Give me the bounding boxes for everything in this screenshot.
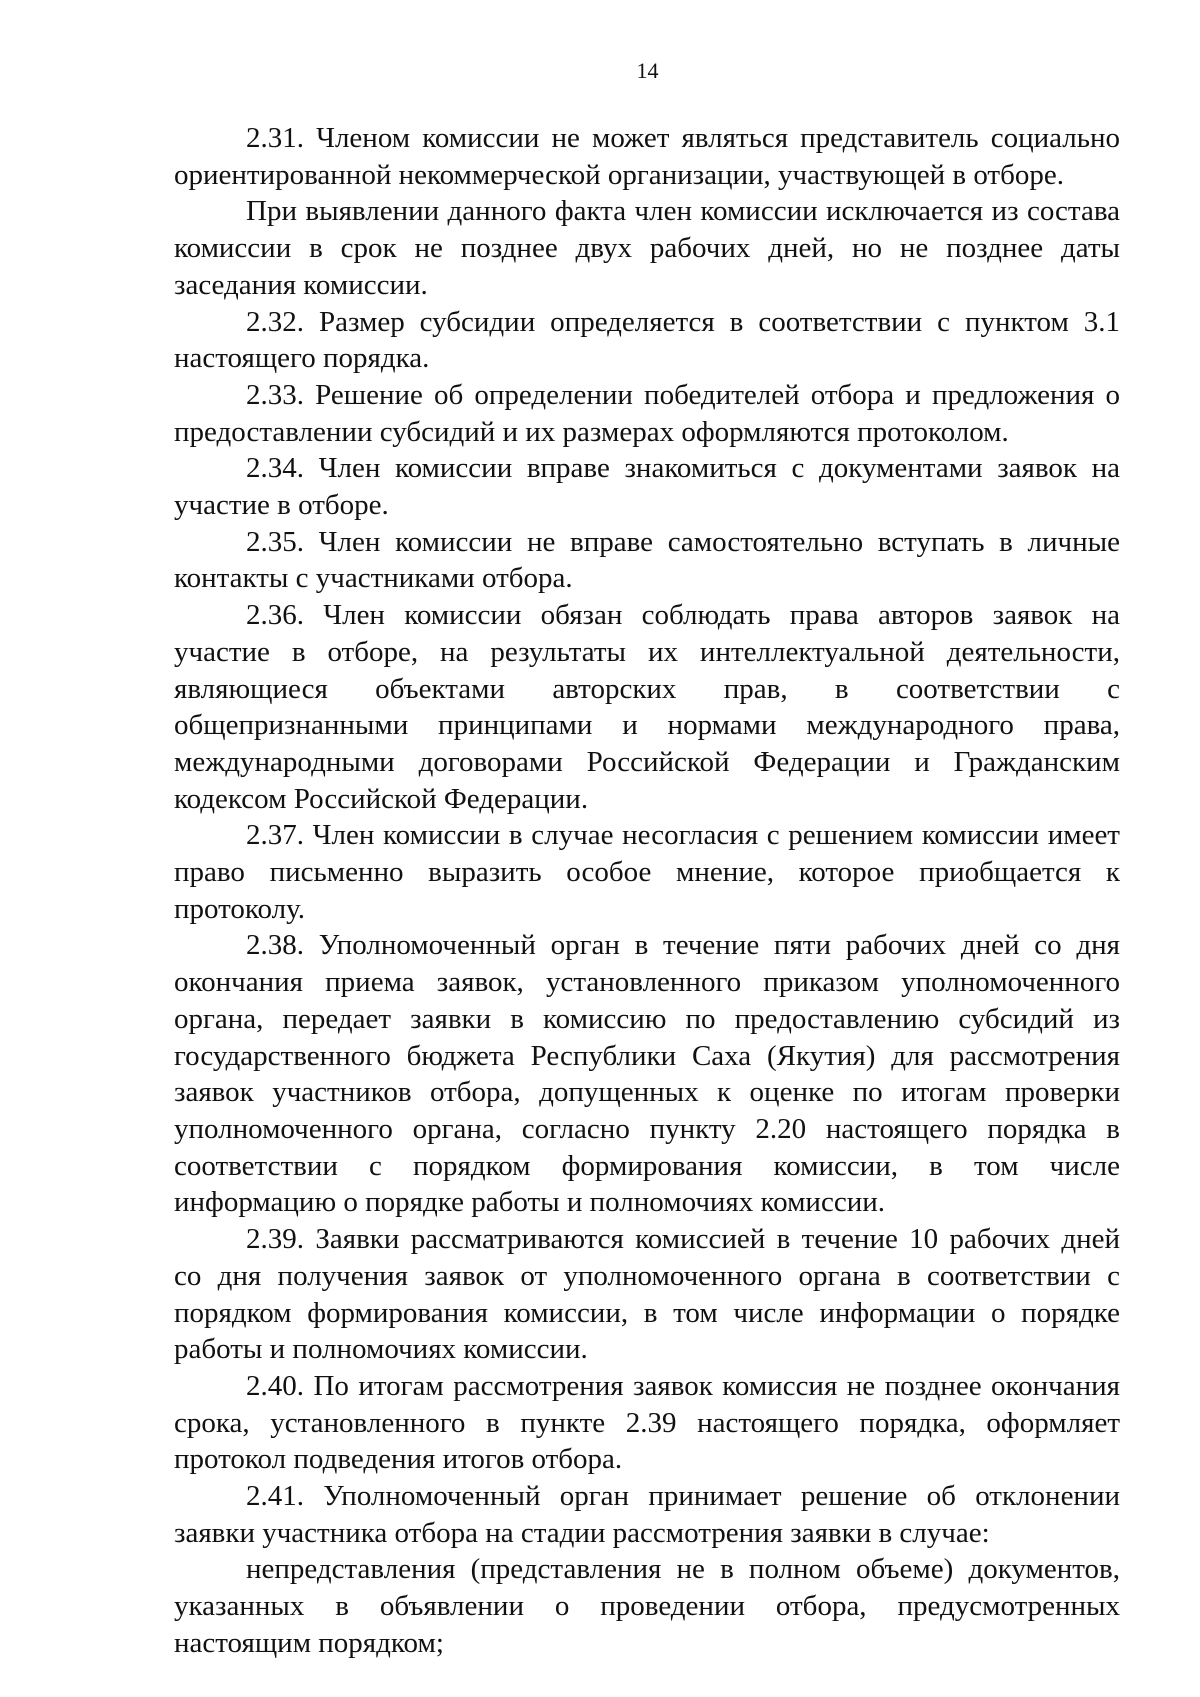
- document-body: [174, 120, 1120, 1662]
- paragraph-2-39: 2.39. Заявки рассматриваются комиссией в течение 10 рабочих дней со дня получения заявок от уполномоченного органа в соответствии с порядком формирования комиссии, в том числе информации о порядке работы и полномочиях комиссии.: [174, 1223, 1120, 1366]
- paragraph-2-35: 2.35. Член комиссии не вправе самостоятельно вступать в личные контакты с участниками отбора.: [174, 525, 1120, 595]
- paragraph-2-38: 2.38. Уполномоченный орган в течение пяти рабочих дней со дня окончания приема заявок, установленного приказом уполномоченного органа, передает заявки в комиссию по предоставлению субсидий из государственного бюджета Республики Саха (Якутия) для рассмотрения заявок участников отбора, допущенных к оценке по итогам проверки уполномоченного органа, согласно пункту 2.20 настоящего порядка в соответствии с порядком формирования комиссии, в том числе информацию о порядке работы и полномочиях комиссии.: [174, 929, 1120, 1219]
- paragraph-2-41: 2.41. Уполномоченный орган принимает решение об отклонении заявки участника отбора на стадии рассмотрения заявки в случае:: [174, 1480, 1120, 1549]
- paragraph-2-33: 2.33. Решение об определении победителей отбора и предложения о предоставлении субсидий и их размерах оформляются протоколом.: [174, 378, 1120, 448]
- page-number: 14: [636, 58, 659, 83]
- paragraph-2-32: 2.32. Размер субсидии определяется в соответствии с пунктом 3.1 настоящего порядка.: [174, 305, 1120, 375]
- paragraph-2-37: 2.37. Член комиссии в случае несогласия с решением комиссии имеет право письменно выразить особое мнение, которое приобщается к протоколу.: [174, 819, 1120, 925]
- paragraph-2-36: 2.36. Член комиссии обязан соблюдать права авторов заявок на участие в отборе, на результаты их интеллектуальной деятельности, являющиеся объектами авторских прав, в соответствии с общепризнанными принципами и нормами международного права, международными договорами Российской Федерации и Гражданским кодексом Российской Федерации.: [174, 599, 1120, 815]
- paragraph-2-41-case: непредставления (представления не в полном объеме) документов, указанных в объявлении о проведении отбора, предусмотренных настоящим порядком;: [174, 1553, 1120, 1659]
- paragraph-2-40: 2.40. По итогам рассмотрения заявок комиссия не позднее окончания срока, установленного в пункте 2.39 настоящего порядка, оформляет протокол подведения итогов отбора.: [174, 1369, 1120, 1476]
- paragraph-2-31-exclusion: При выявлении данного факта член комиссии исключается из состава комиссии в срок не позднее двух рабочих дней, но не позднее даты заседания комиссии.: [174, 195, 1120, 301]
- paragraph-2-31: 2.31. Членом комиссии не может являться представитель социально ориентированной некоммерческой организации, участвующей в отборе.: [174, 122, 1120, 191]
- paragraph-2-34: 2.34. Член комиссии вправе знакомиться с документами заявок на участие в отборе.: [174, 452, 1120, 522]
